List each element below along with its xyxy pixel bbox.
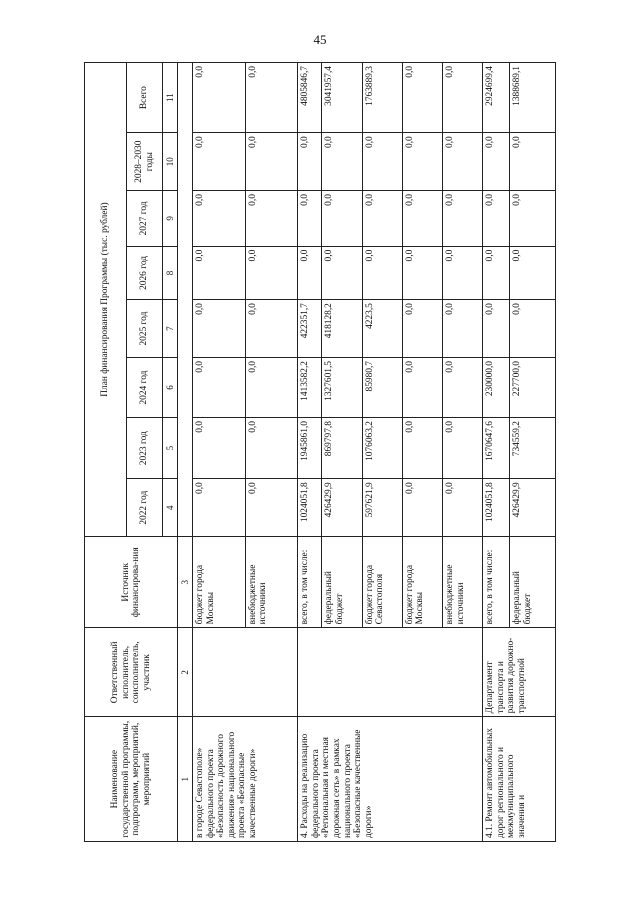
- responsible-cell: [193, 628, 298, 717]
- index-cell-11: 11: [163, 63, 178, 133]
- value-cell-2023: 1076063,2: [362, 418, 402, 479]
- index-cell-2: 2: [178, 628, 193, 717]
- value-cell-2024: 0,0: [443, 358, 483, 418]
- value-cell-2025: 0,0: [245, 300, 298, 358]
- value-cell-2027: 0,0: [510, 191, 556, 247]
- value-cell-2024: 1327601,5: [322, 358, 362, 418]
- value-cell-2028-2030: 0,0: [402, 133, 442, 191]
- value-cell-2028-2030: 0,0: [245, 133, 298, 191]
- value-cell-2024: 85980,7: [362, 358, 402, 418]
- header-year-2026: 2026 год: [127, 246, 163, 299]
- index-cell-3: 3: [178, 537, 193, 628]
- header-total: Всего: [127, 63, 163, 133]
- program-name-cell: в городе Севастополе» федерального проекта «Безопасность дорожного движения» национального проекта «Безопасные качественные дороги»: [193, 717, 298, 842]
- source-cell: внебюджетные источники: [443, 537, 483, 628]
- value-cell-2026: 0,0: [298, 246, 322, 299]
- index-cell-4: 4: [163, 479, 178, 537]
- header-source: Источник финансирова-ния: [85, 537, 178, 628]
- header-years-2028-2030: 2028–2030 годы: [127, 133, 163, 191]
- value-cell-2025: 422351,7: [298, 300, 322, 358]
- value-cell-total: 0,0: [193, 63, 246, 133]
- value-cell-2027: 0,0: [298, 191, 322, 247]
- value-cell-2022: 0,0: [443, 479, 483, 537]
- value-cell-total: 4805846,7: [298, 63, 322, 133]
- value-cell-2028-2030: 0,0: [298, 133, 322, 191]
- value-cell-2025: 0,0: [443, 300, 483, 358]
- value-cell-2024: 227700,0: [510, 358, 556, 418]
- index-cell-5: 5: [163, 418, 178, 479]
- program-name-cell: 4. Расходы на реализацию федерального проекта «Региональная и местная дорожная сеть» в рамках национального проекта «Безопасные качественные дороги»: [298, 717, 483, 842]
- index-cell-8: 8: [163, 246, 178, 299]
- value-cell-2027: 0,0: [193, 191, 246, 247]
- value-cell-2022: 0,0: [245, 479, 298, 537]
- source-cell: внебюджетные источники: [245, 537, 298, 628]
- value-cell-2028-2030: 0,0: [510, 133, 556, 191]
- table-row: [483, 63, 510, 842]
- value-cell-2023: 0,0: [402, 418, 442, 479]
- responsible-cell: [298, 628, 483, 717]
- value-cell-2022: 0,0: [193, 479, 246, 537]
- index-cell-6: 6: [163, 358, 178, 418]
- value-cell-2026: 0,0: [510, 246, 556, 299]
- header-year-2024: 2024 год: [127, 358, 163, 418]
- value-cell-2022: 426429,9: [510, 479, 556, 537]
- value-cell-2025: 418128,2: [322, 300, 362, 358]
- index-cell-7: 7: [163, 300, 178, 358]
- responsible-cell: Департамент транспорта и развития дорожно-транспортной: [483, 628, 556, 717]
- source-cell: федеральный бюджет: [322, 537, 362, 628]
- value-cell-2024: 1413582,2: [298, 358, 322, 418]
- value-cell-total: 1763889,3: [362, 63, 402, 133]
- value-cell-2022: 426429,9: [322, 479, 362, 537]
- value-cell-2022: 1024051,8: [483, 479, 510, 537]
- value-cell-2026: 0,0: [443, 246, 483, 299]
- value-cell-total: 0,0: [245, 63, 298, 133]
- header-program-name: Наименование государственной программы, подпрограмм, мероприятий, мероприятий: [85, 717, 178, 842]
- value-cell-total: 2924699,4: [483, 63, 510, 133]
- source-cell: всего, в том числе:: [483, 537, 510, 628]
- value-cell-2028-2030: 0,0: [193, 133, 246, 191]
- program-name-cell: 4.1. Ремонт автомобильных дорог регионального и межмуниципального значения и: [483, 717, 556, 842]
- table-row: [298, 63, 322, 842]
- value-cell-2023: 1945861,0: [298, 418, 322, 479]
- table-row: [193, 63, 246, 842]
- index-cell-10: 10: [163, 133, 178, 191]
- header-year-2023: 2023 год: [127, 418, 163, 479]
- value-cell-2026: 0,0: [193, 246, 246, 299]
- value-cell-2026: 0,0: [245, 246, 298, 299]
- value-cell-2024: 0,0: [245, 358, 298, 418]
- value-cell-2023: 734559,2: [510, 418, 556, 479]
- value-cell-2022: 0,0: [402, 479, 442, 537]
- value-cell-2027: 0,0: [362, 191, 402, 247]
- page-number: 45: [313, 32, 327, 47]
- value-cell-2025: 0,0: [193, 300, 246, 358]
- value-cell-2023: 0,0: [245, 418, 298, 479]
- value-cell-2023: 1670647,6: [483, 418, 510, 479]
- value-cell-2025: 0,0: [402, 300, 442, 358]
- source-cell: бюджет города Москвы: [402, 537, 442, 628]
- table-body: [193, 63, 556, 842]
- value-cell-2026: 0,0: [483, 246, 510, 299]
- value-cell-2026: 0,0: [322, 246, 362, 299]
- header-year-2025: 2025 год: [127, 300, 163, 358]
- value-cell-2027: 0,0: [322, 191, 362, 247]
- value-cell-2022: 1024051,8: [298, 479, 322, 537]
- value-cell-2028-2030: 0,0: [483, 133, 510, 191]
- rotated-table-wrapper: [84, 62, 556, 842]
- value-cell-2022: 597621,9: [362, 479, 402, 537]
- value-cell-2024: 0,0: [402, 358, 442, 418]
- value-cell-2028-2030: 0,0: [322, 133, 362, 191]
- value-cell-2023: 869797,8: [322, 418, 362, 479]
- value-cell-2025: 0,0: [483, 300, 510, 358]
- header-financing-plan: План финансирования Программы (тыс. рублей): [85, 63, 127, 537]
- header-year-2027: 2027 год: [127, 191, 163, 247]
- value-cell-2025: 0,0: [510, 300, 556, 358]
- value-cell-2027: 0,0: [483, 191, 510, 247]
- header-responsible: Ответственный исполнитель, соисполнитель, участник: [85, 628, 178, 717]
- value-cell-2027: 0,0: [245, 191, 298, 247]
- index-cell-1: 1: [178, 717, 193, 842]
- value-cell-2023: 0,0: [443, 418, 483, 479]
- value-cell-total: 3041957,4: [322, 63, 362, 133]
- value-cell-2028-2030: 0,0: [443, 133, 483, 191]
- value-cell-2028-2030: 0,0: [362, 133, 402, 191]
- source-cell: бюджет города Севастополя: [362, 537, 402, 628]
- value-cell-2027: 0,0: [402, 191, 442, 247]
- value-cell-2023: 0,0: [193, 418, 246, 479]
- value-cell-2024: 230000,0: [483, 358, 510, 418]
- index-cell-9: 9: [163, 191, 178, 247]
- value-cell-2027: 0,0: [443, 191, 483, 247]
- value-cell-total: 0,0: [443, 63, 483, 133]
- value-cell-2025: 4223,5: [362, 300, 402, 358]
- header-year-2022: 2022 год: [127, 479, 163, 537]
- value-cell-2026: 0,0: [362, 246, 402, 299]
- source-cell: всего, в том числе:: [298, 537, 322, 628]
- value-cell-total: 0,0: [402, 63, 442, 133]
- source-cell: федеральный бюджет: [510, 537, 556, 628]
- value-cell-total: 1388689,1: [510, 63, 556, 133]
- value-cell-2024: 0,0: [193, 358, 246, 418]
- financing-table: [84, 62, 556, 842]
- source-cell: бюджет города Москвы: [193, 537, 246, 628]
- value-cell-2026: 0,0: [402, 246, 442, 299]
